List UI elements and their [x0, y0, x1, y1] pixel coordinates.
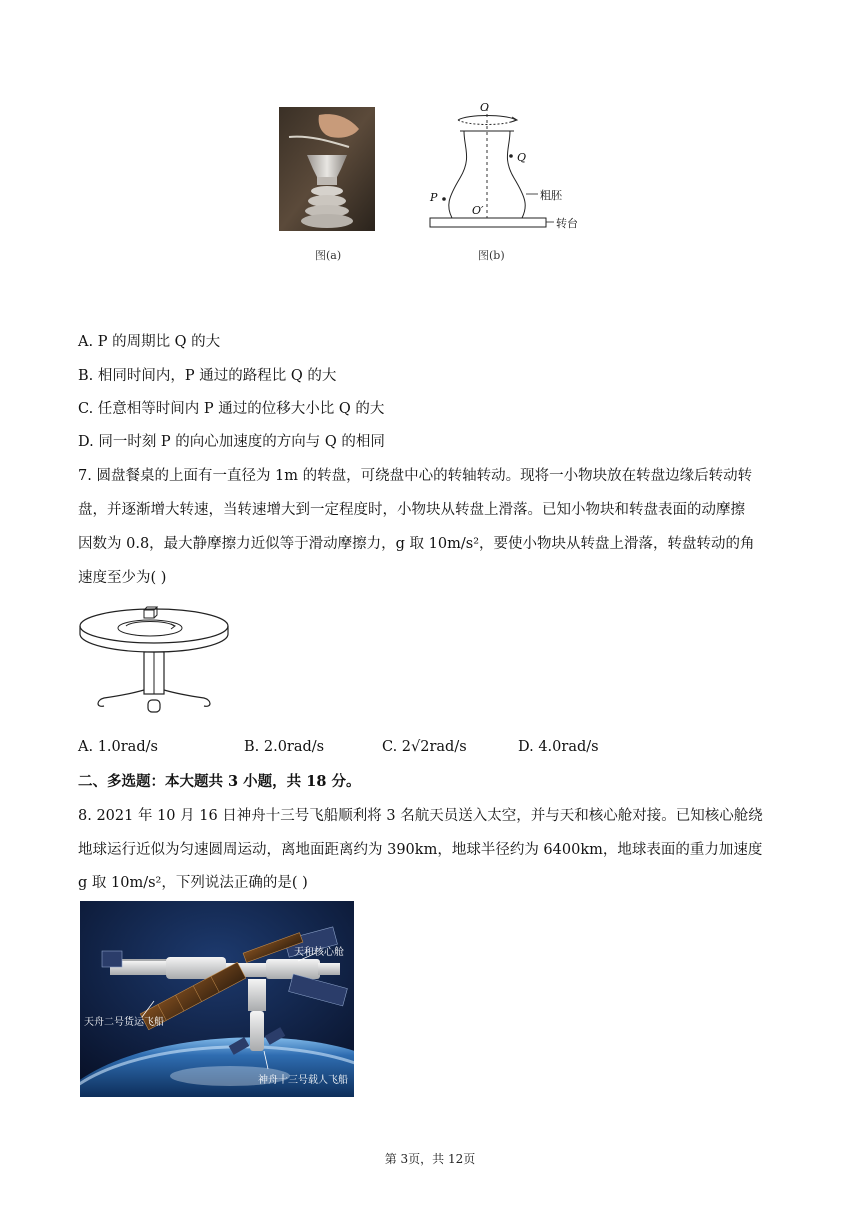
label-blank: 粗胚 [540, 189, 562, 202]
caption-b: 图(b) [478, 249, 505, 262]
label-turntable: 转台 [556, 217, 578, 230]
q7-line-4: 速度至少为( ) [78, 570, 167, 586]
pottery-photo [279, 107, 375, 231]
q7-option-c: C. 2√2rad/s [382, 739, 467, 755]
q7-line-2: 盘，并逐渐增大转速，当转速增大到一定程度时，小物块从转盘上滑落。已知小物块和转盘表面的动摩擦 [78, 502, 745, 518]
section-heading-multiple-choice: 二、多选题：本大题共 3 小题，共 18 分。 [78, 773, 361, 790]
q8-line-2: 地球运行近似为匀速圆周运动，离地面距离约为 390km，地球半径约为 6400km，地球表面的重力加速度 [78, 842, 763, 858]
label-tianhe-core: 天和核心舱 [294, 947, 344, 958]
q7-option-b: B. 2.0rad/s [244, 739, 325, 755]
caption-a: 图(a) [315, 249, 342, 262]
q8-line-3: g 取 10m/s²，下列说法正确的是( ) [78, 875, 308, 891]
space-station-image [80, 901, 354, 1097]
q6-option-b: B. 相同时间内，P 通过的路程比 Q 的大 [78, 368, 337, 384]
label-Q: Q [517, 151, 527, 164]
turntable-figure [78, 604, 238, 718]
label-tianzhou-cargo: 天舟二号货运飞船 [84, 1017, 164, 1028]
q6-option-a: A. P 的周期比 Q 的大 [78, 334, 221, 350]
q7-line-1: 7. 圆盘餐桌的上面有一直径为 1m 的转盘，可绕盘中心的转轴转动。现将一小物块放在转盘边缘后转动转 [78, 468, 753, 484]
q7-option-d: D. 4.0rad/s [518, 739, 599, 755]
q6-option-d: D. 同一时刻 P 的向心加速度的方向与 Q 的相同 [78, 434, 385, 450]
q6-option-c: C. 任意相等时间内 P 通过的位移大小比 Q 的大 [78, 401, 385, 417]
label-P: P [430, 191, 438, 204]
label-O: O [480, 101, 490, 114]
q8-line-1: 8. 2021 年 10 月 16 日神舟十三号飞船顺利将 3 名航天员送入太空，并与天和核心舱对接。已知核心舱绕 [78, 808, 763, 824]
q7-option-a: A. 1.0rad/s [78, 739, 158, 755]
label-O-prime: O′ [472, 204, 484, 217]
q7-line-3: 因数为 0.8，最大静摩擦力近似等于滑动摩擦力，g 取 10m/s²，要使小物块从转盘上滑落，转盘转动的角 [78, 536, 755, 552]
page-footer: 第 3页，共 12页 [384, 1152, 476, 1166]
label-shenzhou-crew: 神舟十三号载人飞船 [258, 1075, 348, 1086]
